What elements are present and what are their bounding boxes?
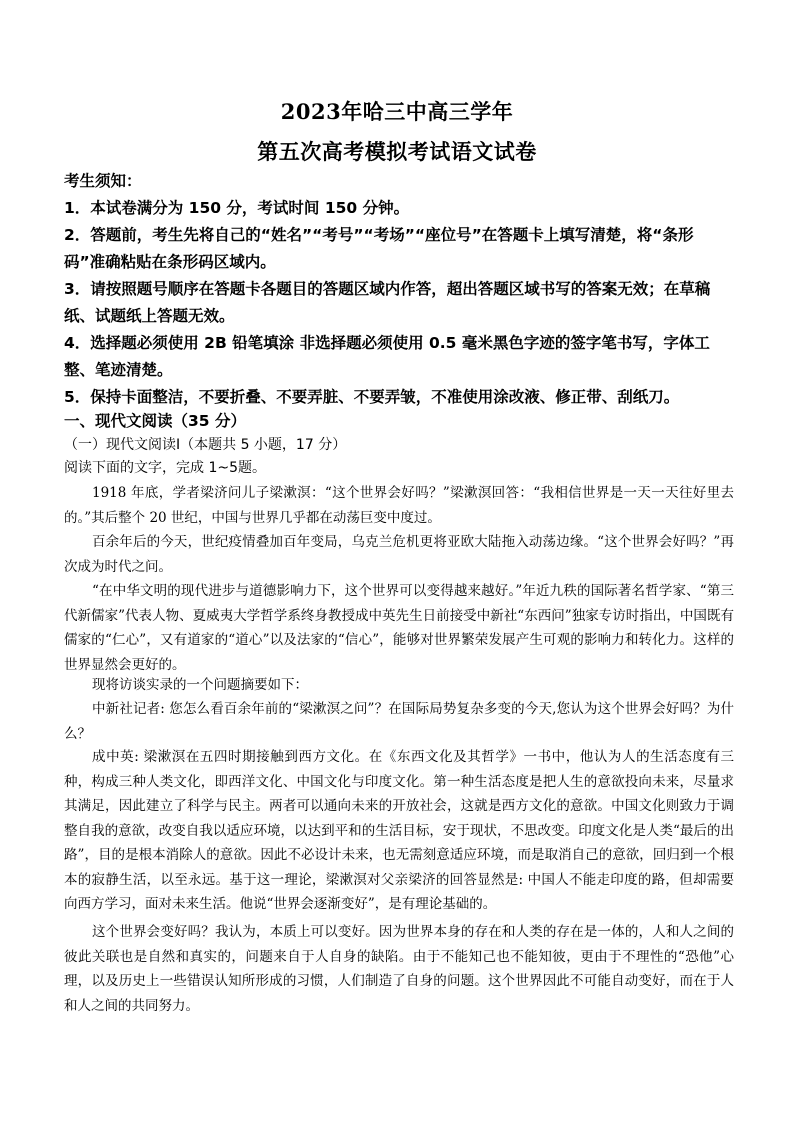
passage-paragraph-6: 成中英: 梁漱溟在五四时期接触到西方文化。在《东西文化及其哲学》一书中，他认为人的生活态度有三种，构成三种人类文化，即西洋文化、中国文化与印度文化。第一种生活态度是把人生的意欲投向未来，尽量求其满足，因此建立了科学与民主。两者可以通向未来的开放社会，这就是西方文化的意欲。中国文化则致力于调整自我的意欲，改变自我以适应环境，以达到平和的生活目标，安于现状，不思改变。印度文化是人类“最后的出路”，目的是根本消除人的意欲。因此不必设计未来，也无需刻意适应环境，而是取消自己的意欲，回归到一个根本的寂静生活，以至永远。基于这一理论，梁漱溟对父亲梁济的回答显然是: 中国人不能走印度的路，但却需要向西方学习，面对未来生活。他说“世界会逐渐变好”，是有理论基础的。 — [64, 749, 734, 912]
notice-heading: 考生须知： — [64, 172, 142, 190]
exam-title-line1: 2023年哈三中高三学年 — [280, 99, 514, 124]
notice-item-3: 3．请按照题号顺序在答题卡各题目的答题区域内作答，超出答题区域书写的答案无效；在草稿纸、试题纸上答题无效。 — [64, 280, 711, 325]
exam-title-line2: 第五次高考模拟考试语文试卷 — [257, 139, 537, 164]
passage-paragraph-7: 这个世界会变好吗？我认为，本质上可以变好。因为世界本身的存在和人类的存在是一体的，人和人之间的彼此关联也是自然和真实的，问题来自于人自身的缺陷。由于不能知己也不能知彼，更由于不理性的“恐他”心理，以及历史上一些错误认知所形成的习惯，人们制造了自身的问题。这个世界因此不可能自动变好，而在于人和人之间的共同努力。 — [64, 924, 734, 1014]
passage-paragraph-4: 现将访谈实录的一个问题摘要如下： — [92, 677, 308, 693]
section-heading: 一、现代文阅读（35 分） — [64, 412, 246, 430]
notice-item-4: 4．选择题必须使用 2B 铅笔填涂 非选择题必须使用 0.5 毫米黑色字迹的签字笔书写，字体工整、笔迹清楚。 — [64, 334, 710, 379]
section-sub-heading: （一）现代文阅读Ⅰ（本题共 5 小题，17 分） — [64, 437, 347, 453]
notice-item-2: 2．答题前，考生先将自己的“姓名”“考号”“考场”“座位号”在答题卡上填写清楚，将“条形码”准确粘贴在条形码区域内。 — [64, 226, 694, 271]
passage-paragraph-5: 中新社记者: 您怎么看百余年前的“梁漱溟之问”？在国际局势复杂多变的今天,您认为这个世界会好吗？为什么？ — [64, 701, 734, 742]
passage-paragraph-1: 1918 年底，学者梁济问儿子梁漱溟：“这个世界会好吗？”梁漱溟回答：“我相信世界是一天一天往好里去的。”其后整个 20 世纪，中国与世界几乎都在动荡巨变中度过。 — [64, 485, 734, 526]
passage-paragraph-3: “在中华文明的现代进步与道德影响力下，这个世界可以变得越来越好。”年近九秩的国际著名哲学家、“第三代新儒家”代表人物、夏威夷大学哲学系终身教授成中英先生日前接受中新社“东西问”独家专访时指出，中国既有儒家的“仁心”，又有道家的“道心”以及法家的“信心”，能够对世界繁荣发展产生可观的影响力和转化力。这样的世界显然会更好的。 — [64, 583, 734, 673]
notice-item-5: 5．保持卡面整洁，不要折叠、不要弄脏、不要弄皱，不准使用涂改液、修正带、刮纸刀。 — [64, 388, 680, 406]
notice-item-1: 1．本试卷满分为 150 分，考试时间 150 分钟。 — [64, 199, 410, 217]
reading-instruction: 阅读下面的文字，完成 1~5题。 — [64, 460, 266, 476]
passage-paragraph-2: 百余年后的今天，世纪疫情叠加百年变局，乌克兰危机更将亚欧大陆拖入动荡边缘。“这个世界会好吗？”再次成为时代之问。 — [64, 534, 734, 575]
